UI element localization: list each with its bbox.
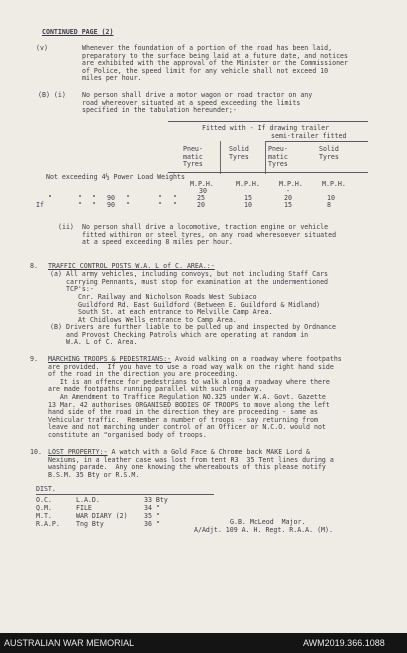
- table-unit: M.P.H.: [236, 180, 260, 188]
- para-b-number: (B) (i): [38, 91, 66, 99]
- table-row-prefix: If: [36, 201, 44, 209]
- table-cell: 30: [199, 187, 207, 195]
- dist-cell: Tng Bty: [76, 520, 104, 528]
- table-cell-mid: ": [158, 194, 162, 202]
- table-cell-mid: ": [126, 201, 130, 209]
- footer-accession-number: AWM2019.366.1088: [303, 638, 385, 648]
- page-heading: CONTINUED PAGE (2): [42, 28, 114, 36]
- table-cell: ": [92, 194, 96, 202]
- table-unit: M.P.H.: [190, 180, 214, 188]
- item-8-heading: TRAFFIC CONTROL POSTS W.A. L of C. AREA.:-: [48, 262, 215, 270]
- dist-rule: [36, 494, 214, 495]
- dist-cell: L.A.D.: [76, 496, 100, 504]
- table-header: Solid Tyres: [319, 145, 339, 161]
- item-8-b-text: Drivers are further liable to be pulled up and inspected by Ordnance and Provost Checking Patrols which are operating at random in W.A. L of C. Area.: [66, 323, 336, 347]
- signature-name: G.B. McLeod Major.: [230, 518, 306, 526]
- item-8-b-number: (B): [50, 323, 62, 331]
- table-row-prefix: ": [48, 194, 52, 202]
- table-cell: ": [78, 194, 82, 202]
- table-cell: 20: [284, 194, 292, 202]
- table-cell-mid: ": [126, 194, 130, 202]
- item-10-body: A watch with a Gold Face & Chrome back MAKE Lord & Nexiums, in a leather case was lost from tent R3 35 Tent lines during a washing parade. Any one knowing the whereabouts of this please notify B.S.M. 35 Bty or R.S.M.: [48, 448, 334, 479]
- table-cell: 20: [197, 201, 205, 209]
- table-cell: ": [78, 201, 82, 209]
- item-8-a-text: All army vehicles, including convoys, but not including Staff Cars carrying Pennants, must stop for examination at the undermentioned TCP's:-: [66, 270, 329, 294]
- item-9-number: 9.: [30, 355, 38, 363]
- dist-cell: 34 ": [144, 504, 160, 512]
- item-8-a-number: (a): [50, 270, 62, 278]
- dist-cell: 35 ": [144, 512, 160, 520]
- archive-footer: [0, 633, 407, 653]
- table-cell: 15: [244, 194, 252, 202]
- table-cell: 10: [327, 194, 335, 202]
- table-cell: 8: [327, 201, 331, 209]
- signature-title: A/Adjt. 109 A. H. Regt. R.A.A. (M).: [194, 526, 333, 534]
- table-group-header: Fitted with - If drawing trailer: [202, 124, 330, 132]
- item-9-body: Avoid walking on a roadway where footpaths are provided. If you have to use a road way walk on the right hand side of the road in the direction you are proceeding. It is an offence for pedestrians to walk along a roadway where there are made footpaths running parallel with such roadway. An Amendment to Traffice Regulation NO.325 under W.A. Govt. Gazette 13 Mar. 42 authorises ORGANISED BODIES OF TROOPS to move along the left hand side of the road in the direction they are proceeding - same as Vehicular traffic. Remember a number of troops - say returning from leave and not marching under control of an Officer or N.C.O. would not constitute an "organised body of troops.: [48, 355, 342, 439]
- table-cell: 90: [107, 194, 115, 202]
- item-8-posts: Cnr. Railway and Nicholson Roads West Subiaco Guildford Rd. East Guildford (Between E. Guildford & Midland) South St. at each entrance to Melville Camp Area. At Chidlows Wells entrance to Camp Area.: [78, 293, 321, 324]
- item-10-number: 10.: [30, 448, 42, 456]
- table-top-rule: [168, 121, 368, 122]
- table-cell-mid: ": [158, 201, 162, 209]
- dist-cell: M.T.: [36, 512, 52, 520]
- dist-cell: R.A.P.: [36, 520, 60, 528]
- item-9-text: [48, 356, 342, 440]
- table-row-label: Not exceeding 4½ Power Load Weights: [46, 173, 185, 181]
- dist-cell: FILE: [76, 504, 92, 512]
- dist-cell: 36 ": [144, 520, 160, 528]
- table-cell-mid: ": [173, 201, 177, 209]
- dist-cell: WAR DIARY (2): [76, 512, 128, 520]
- item-10-heading: LOST PROPERTY:-: [48, 448, 108, 456]
- dist-cell: O.C.: [36, 496, 52, 504]
- table-group-rule: [265, 141, 368, 142]
- item-10-text: [48, 449, 334, 479]
- footer-institution: AUSTRALIAN WAR MEMORIAL: [4, 638, 135, 648]
- table-cell: ": [92, 201, 96, 209]
- table-header-rule: [168, 172, 368, 173]
- table-cell: 25: [197, 194, 205, 202]
- table-header: Pneu- matic Tyres: [183, 145, 203, 169]
- table-header: Pneu- matic Tyres: [268, 145, 288, 169]
- para-ii-number: (ii): [58, 223, 74, 231]
- item-9-heading: MARCHING TROOPS & PEDESTRIANS:-: [48, 355, 172, 363]
- para-v-text: Whenever the foundation of a portion of the road has been laid, preparatory to the surface being laid at a future date, and notices are exhibited with the approval of the Minister or the Commissioner of Police, the speed limit for any vehicle shall not exceed 10 miles per hour.: [82, 44, 348, 83]
- table-cell: 90: [107, 201, 115, 209]
- table-cell: 15: [284, 201, 292, 209]
- table-cell-mid: ": [173, 194, 177, 202]
- table-header: Solid Tyres: [229, 145, 249, 161]
- dist-cell: Q.M.: [36, 504, 52, 512]
- para-v-number: (v): [36, 44, 48, 52]
- item-8-number: 8.: [30, 262, 38, 270]
- para-ii-text: No person shall drive a locomotive, traction engine or vehicle fitted withiron or steel tyres, on any road wheresoever situated at a speed exceeding 8 miles per hour.: [82, 223, 337, 247]
- table-cell: -: [286, 187, 290, 195]
- table-group-subheader: semi-trailer fitted: [271, 132, 347, 140]
- table-col-divider-1: [220, 141, 221, 174]
- dist-heading: DIST.: [36, 485, 56, 493]
- para-b-text: No person shall drive a motor wagon or road tractor on any road whereover situated at a speed exceeding the limits specified in the tabulation hereunder;-: [82, 91, 313, 115]
- table-col-divider-2: [265, 141, 266, 174]
- dist-cell: 33 Bty: [144, 496, 168, 504]
- table-unit: M.P.H.: [322, 180, 346, 188]
- table-cell: 10: [244, 201, 252, 209]
- table-unit: M.P.H.: [279, 180, 303, 188]
